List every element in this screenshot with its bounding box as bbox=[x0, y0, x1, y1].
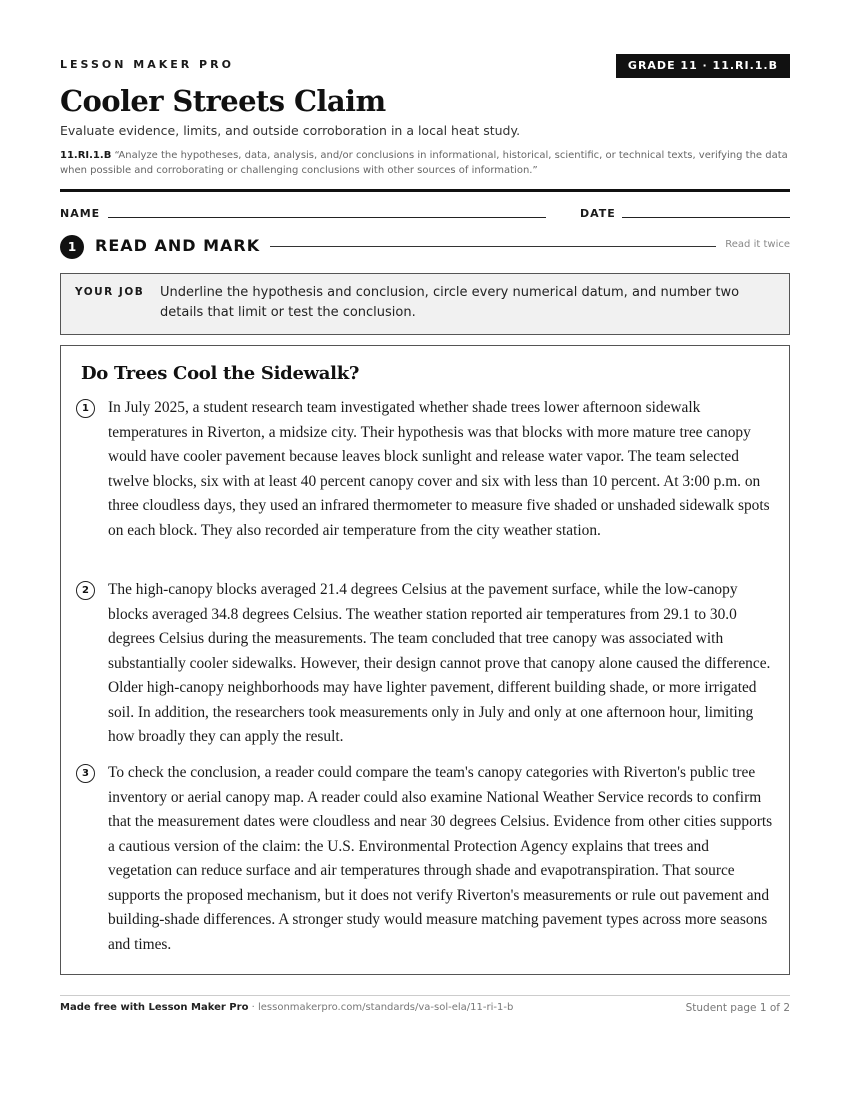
section-divider bbox=[270, 246, 716, 247]
page-subtitle: Evaluate evidence, limits, and outside corroboration in a local heat study. bbox=[60, 123, 521, 138]
footer-url[interactable]: lessonmakerpro.com/standards/va-sol-ela/11-ri-1-b bbox=[257, 1002, 514, 1013]
paragraph-number-badge: 2 bbox=[76, 581, 95, 600]
page-indicator: Student page 1 of 2 bbox=[685, 1002, 790, 1014]
passage-paragraph: In July 2025, a student research team investigated whether shade trees lower afternoon sidewalk temperatures in Riverton, a midsize city. Their hypothesis was that blocks with more mature tree canopy would have cooler pavement because leaves block sunlight and release water vapor. The team selected twelve blocks, six with at least 40 percent canopy cover and six with less than 10 percent. At 3:00 p.m. on three cloudless days, they used an infrared thermometer to measure five shaded or unshaded sidewalk spots on each block. They also recorded air temperature from the city weather station. bbox=[108, 399, 770, 539]
date-field[interactable] bbox=[622, 217, 790, 218]
page-title: Cooler Streets Claim bbox=[60, 84, 386, 118]
paragraph-number-badge: 1 bbox=[76, 399, 95, 418]
instructions-box bbox=[60, 273, 790, 335]
header-divider bbox=[60, 189, 790, 192]
footer-separator: · bbox=[248, 1002, 258, 1013]
footer-credit bbox=[60, 1002, 513, 1013]
passage-paragraph: The high-canopy blocks averaged 21.4 degrees Celsius at the pavement surface, while the low-canopy blocks averaged 34.8 degrees Celsius. The weather station reported air temperatures from 29.1 to 30.0 degrees Celsius during the measurements. The team concluded that tree canopy was associated with substantially cooler sidewalks. However, their design cannot prove that canopy alone caused the difference. Older high-canopy neighborhoods may have lighter pavement, different building shade, or more irrigated soil. In addition, the researchers took measurements only in July and only at one afternoon hour, limiting how broadly they can apply the result. bbox=[108, 581, 771, 745]
paragraph-number-badge: 3 bbox=[76, 764, 95, 783]
grade-standard-badge: GRADE 11 · 11.RI.1.B bbox=[616, 54, 790, 78]
passage-title: Do Trees Cool the Sidewalk? bbox=[81, 363, 360, 384]
name-label: NAME bbox=[60, 207, 101, 220]
standard-description bbox=[60, 148, 790, 178]
standard-code: 11.RI.1.B bbox=[60, 150, 112, 161]
section-number-badge: 1 bbox=[60, 235, 84, 259]
section-title: READ AND MARK bbox=[95, 236, 261, 255]
worksheet-page bbox=[60, 0, 790, 1100]
brand-name: LESSON MAKER PRO bbox=[60, 58, 234, 71]
date-label: DATE bbox=[580, 207, 616, 220]
reading-passage bbox=[60, 345, 790, 975]
section-note: Read it twice bbox=[725, 239, 790, 250]
passage-paragraph: To check the conclusion, a reader could compare the team's canopy categories with Riverton's public tree inventory or aerial canopy map. A reader could also examine National Weather Service records to confirm that the measurement dates were cloudless and near 30 degrees Celsius. Evidence from other cities supports a cautious version of the claim: the U.S. Environmental Protection Agency explains that trees and vegetation can reduce surface and air temperatures through shade and evapotranspiration. That source supports the proposed mechanism, but it does not verify Riverton's measurements or rule out pavement and building-shade differences. A stronger study would measure matching pavement types across more seasons and times. bbox=[108, 764, 773, 953]
instructions-label: YOUR JOB bbox=[75, 286, 145, 298]
instructions-text: Underline the hypothesis and conclusion, circle every numerical datum, and number two details that limit or test the conclusion. bbox=[160, 285, 740, 320]
name-field[interactable] bbox=[108, 217, 546, 218]
standard-text: “Analyze the hypotheses, data, analysis, and/or conclusions in informational, historical, scientific, or technical texts, verifying the data when possible and corroborating or challenging conclusions with other sources of information.” bbox=[60, 150, 788, 176]
footer-divider bbox=[60, 995, 790, 996]
footer-made-with: Made free with Lesson Maker Pro bbox=[60, 1002, 249, 1013]
